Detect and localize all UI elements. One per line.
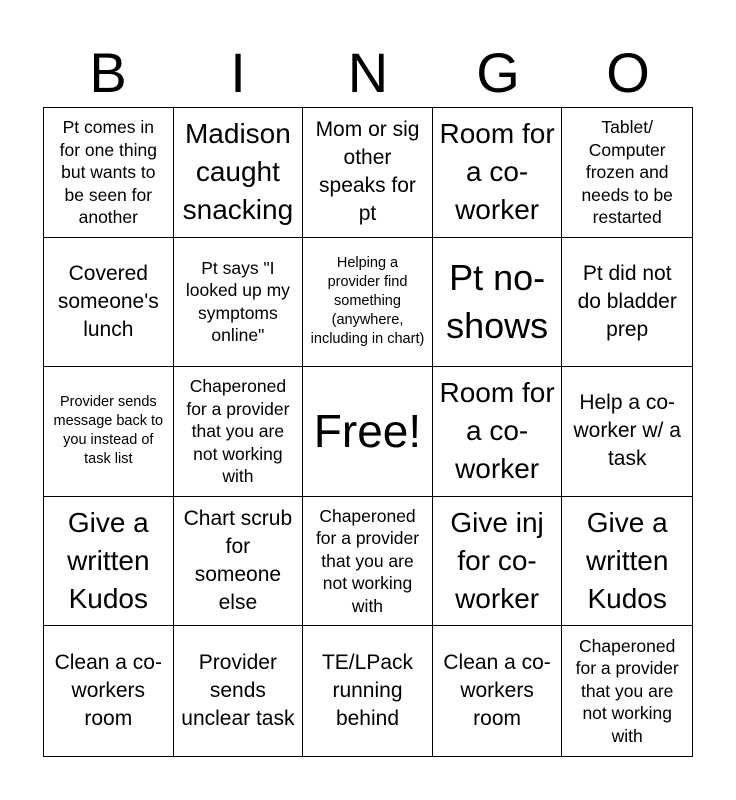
bingo-cell-text: Covered someone's lunch: [57, 261, 159, 341]
bingo-board: [43, 107, 693, 757]
bingo-cell-text: Give a written Kudos: [585, 507, 669, 615]
bingo-cell-text: Clean a co-workers room: [54, 651, 162, 731]
bingo-cell-text: Chaperoned for a provider that you are not working with: [315, 505, 420, 616]
bingo-cell-text: Provider sends unclear task: [181, 651, 295, 731]
bingo-cell[interactable]: [303, 108, 433, 238]
bingo-cell-text: TE/LPack running behind: [321, 651, 414, 731]
bingo-cell-text: Clean a co-workers room: [443, 651, 551, 731]
bingo-cell-text: Give a written Kudos: [67, 507, 150, 615]
bingo-cell[interactable]: [303, 497, 433, 627]
bingo-cell-text: Pt no-shows: [446, 256, 549, 346]
bingo-cell-text: Provider sends message back to you instead of task list: [53, 394, 164, 468]
bingo-cell[interactable]: [433, 497, 563, 627]
bingo-cell[interactable]: [174, 367, 304, 497]
bingo-cell[interactable]: [174, 108, 304, 238]
bingo-cell[interactable]: [433, 238, 563, 368]
bingo-cell-text: Pt did not do bladder prep: [577, 261, 677, 341]
bingo-cell-text: Chaperoned for a provider that you are not working with: [575, 635, 679, 746]
bingo-cell[interactable]: [562, 626, 692, 756]
bingo-cell[interactable]: [303, 238, 433, 368]
bingo-cell[interactable]: [562, 367, 692, 497]
bingo-cell-text: Pt says "I looked up my symptoms online": [185, 257, 290, 346]
bingo-cell[interactable]: [174, 626, 304, 756]
header-letter-o: O: [606, 41, 650, 104]
bingo-cell-text: Madison caught snacking: [182, 118, 294, 226]
bingo-cell[interactable]: [174, 238, 304, 368]
bingo-cell[interactable]: [44, 626, 174, 756]
bingo-cell[interactable]: [433, 367, 563, 497]
bingo-cell-text: Help a co-worker w/ a task: [573, 391, 681, 471]
bingo-cell-text: Pt comes in for one thing but wants to be seen for another: [59, 117, 157, 228]
bingo-cell-text: Give inj for co-worker: [450, 507, 544, 615]
bingo-cell[interactable]: [562, 497, 692, 627]
header-letter-b: B: [89, 41, 127, 104]
bingo-cell-text: Room for a co-worker: [439, 377, 555, 485]
bingo-cell-text: Tablet/ Computer frozen and needs to be restarted: [581, 117, 673, 228]
bingo-cell[interactable]: [174, 497, 304, 627]
bingo-cell[interactable]: [433, 626, 563, 756]
header-letter-g: G: [476, 41, 520, 104]
bingo-cell-text: Helping a provider find something (anywhere, including in chart): [310, 255, 425, 348]
header-letter-i: I: [230, 41, 246, 104]
bingo-cell-text: Free!: [313, 405, 422, 458]
bingo-cell[interactable]: [562, 108, 692, 238]
bingo-header: [43, 40, 693, 106]
bingo-cell-text: Chart scrub for someone else: [183, 507, 293, 615]
free-space-cell[interactable]: [303, 367, 433, 497]
bingo-cell[interactable]: [303, 626, 433, 756]
bingo-cell-text: Chaperoned for a provider that you are not working with: [186, 376, 290, 487]
bingo-cell[interactable]: [562, 238, 692, 368]
bingo-cell[interactable]: [44, 108, 174, 238]
bingo-cell[interactable]: [433, 108, 563, 238]
bingo-cell-text: Room for a co-worker: [439, 118, 555, 226]
bingo-cell-text: Mom or sig other speaks for pt: [315, 118, 420, 226]
bingo-cell[interactable]: [44, 238, 174, 368]
bingo-cell[interactable]: [44, 367, 174, 497]
header-letter-n: N: [347, 41, 389, 104]
bingo-cell[interactable]: [44, 497, 174, 627]
